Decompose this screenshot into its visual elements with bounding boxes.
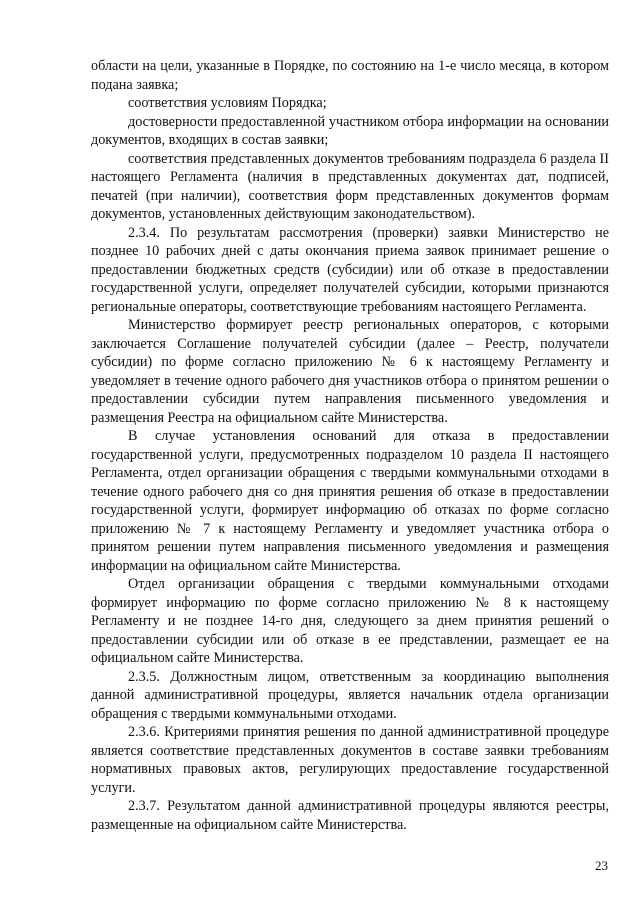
document-body xyxy=(91,57,609,834)
paragraph-11: 2.3.7. Результатом данной административной процедуры являются реестры, размещенные на официальном сайте Министерства. xyxy=(91,798,609,833)
paragraph-10: 2.3.6. Критериями принятия решения по данной административной процедуре является соответствие представленных документов в составе заявки требованиям нормативных правовых актов, регулирующих предоставление государственной услуги. xyxy=(91,724,609,796)
paragraph-5: 2.3.4. По результатам рассмотрения (проверки) заявки Министерство не позднее 10 рабочих дней с даты окончания приема заявок принимает решение о предоставлении бюджетных средств (субсидии) или об отказе в предоставлении государственной услуги, определяет получателей субсидии, которыми признаются региональные операторы, соответствующие требованиям настоящего Регламента. xyxy=(91,224,609,315)
paragraph-9: 2.3.5. Должностным лицом, ответственным за координацию выполнения данной административной процедуры, является начальник отдела организации обращения с твердыми коммунальными отходами. xyxy=(91,668,609,722)
paragraph-1: области на цели, указанные в Порядке, по состоянию на 1-е число месяца, в котором подана заявка; xyxy=(91,58,609,93)
paragraph-6: Министерство формирует реестр региональных операторов, с которыми заключается Соглашение получателей субсидии (далее – Реестр, получатели субсидии) по форме согласно приложению № 6 к настоящему Регламенту и уведомляет в течение одного рабочего дня участников отбора о принятом решении о предоставлении субсидии путем направления письменного уведомления и размещения Реестра на официальном сайте Министерства. xyxy=(91,317,609,426)
paragraph-8: Отдел организации обращения с твердыми коммунальными отходами формирует информацию по форме согласно приложению № 8 к настоящему Регламенту и не позднее 14-го дня, следующего за днем принятия решений о предоставлении субсидии или об отказе в ее представлении, размещает ее на официальном сайте Министерства. xyxy=(91,576,609,666)
paragraph-7: В случае установления оснований для отказа в предоставлении государственной услуги, предусмотренных подразделом 10 раздела II настоящего Регламента, отдел организации обращения с твердыми коммунальными отходами в течение одного рабочего дня со дня принятия решения об отказе в предоставлении государственной услуги, формирует информацию об отказах по форме согласно приложению № 7 к настоящему Регламенту и уведомляет участника отбора о принятом решении путем направления письменного уведомления и размещения информации на официальном сайте Министерства. xyxy=(91,428,609,574)
paragraph-3: достоверности предоставленной участником отбора информации на основании документов, входящих в состав заявки; xyxy=(91,113,609,148)
page-number: 23 xyxy=(595,858,608,873)
paragraph-4: соответствия представленных документов требованиям подраздела 6 раздела II настоящего Регламента (наличия в представленных документах дат, подписей, печатей (при наличии), соответствия форм представленных документов формам документов, установленных действующим законодательством). xyxy=(91,150,609,222)
paragraph-2: соответствия условиям Порядка; xyxy=(128,95,327,111)
